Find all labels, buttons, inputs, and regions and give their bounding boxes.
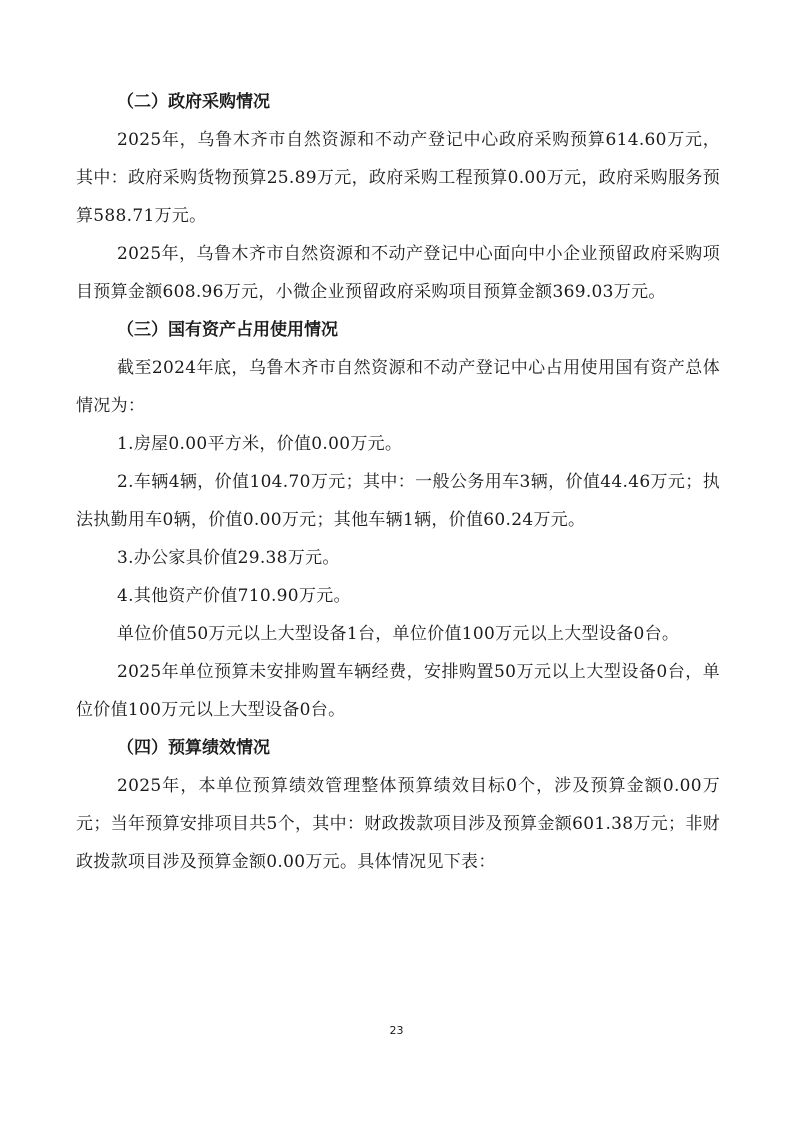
section-heading-performance: （四）预算绩效情况	[117, 738, 270, 758]
list-item-vehicles: 2.车辆4辆，价值104.70万元；其中：一般公务用车3辆，价值44.46万元；执法执勤用车0辆，价值0.00万元；其他车辆1辆，价值60.24万元。	[76, 472, 720, 530]
section-heading-procurement: （二）政府采购情况	[117, 92, 270, 112]
paragraph-procurement-budget: 2025年，乌鲁木齐市自然资源和不动产登记中心政府采购预算614.60万元，其中：政府采购货物预算25.89万元，政府采购工程预算0.00万元，政府采购服务预算588.71万元。	[76, 130, 720, 226]
paragraph-purchase-plan: 2025年单位预算未安排购置车辆经费，安排购置50万元以上大型设备0台，单位价值100万元以上大型设备0台。	[76, 662, 720, 720]
list-item-other-assets: 4.其他资产价值710.90万元。	[117, 586, 351, 606]
page-number: 23	[389, 1024, 404, 1037]
page-content	[76, 83, 720, 881]
paragraph-large-equipment: 单位价值50万元以上大型设备1台，单位价值100万元以上大型设备0台。	[117, 624, 680, 644]
list-item-housing: 1.房屋0.00平方米，价值0.00万元。	[117, 434, 403, 454]
paragraph-performance: 2025年，本单位预算绩效管理整体预算绩效目标0个，涉及预算金额0.00万元；当年预算安排项目共5个，其中：财政拨款项目涉及预算金额601.38万元；非财政拨款项目涉及预算金额0.00万元。具体情况见下表：	[76, 776, 720, 872]
paragraph-assets-intro: 截至2024年底，乌鲁木齐市自然资源和不动产登记中心占用使用国有资产总体情况为：	[76, 358, 720, 416]
section-heading-assets: （三）国有资产占用使用情况	[117, 320, 338, 340]
list-item-furniture: 3.办公家具价值29.38万元。	[117, 548, 340, 568]
paragraph-sme-reserved: 2025年，乌鲁木齐市自然资源和不动产登记中心面向中小企业预留政府采购项目预算金额608.96万元，小微企业预留政府采购项目预算金额369.03万元。	[76, 244, 720, 302]
